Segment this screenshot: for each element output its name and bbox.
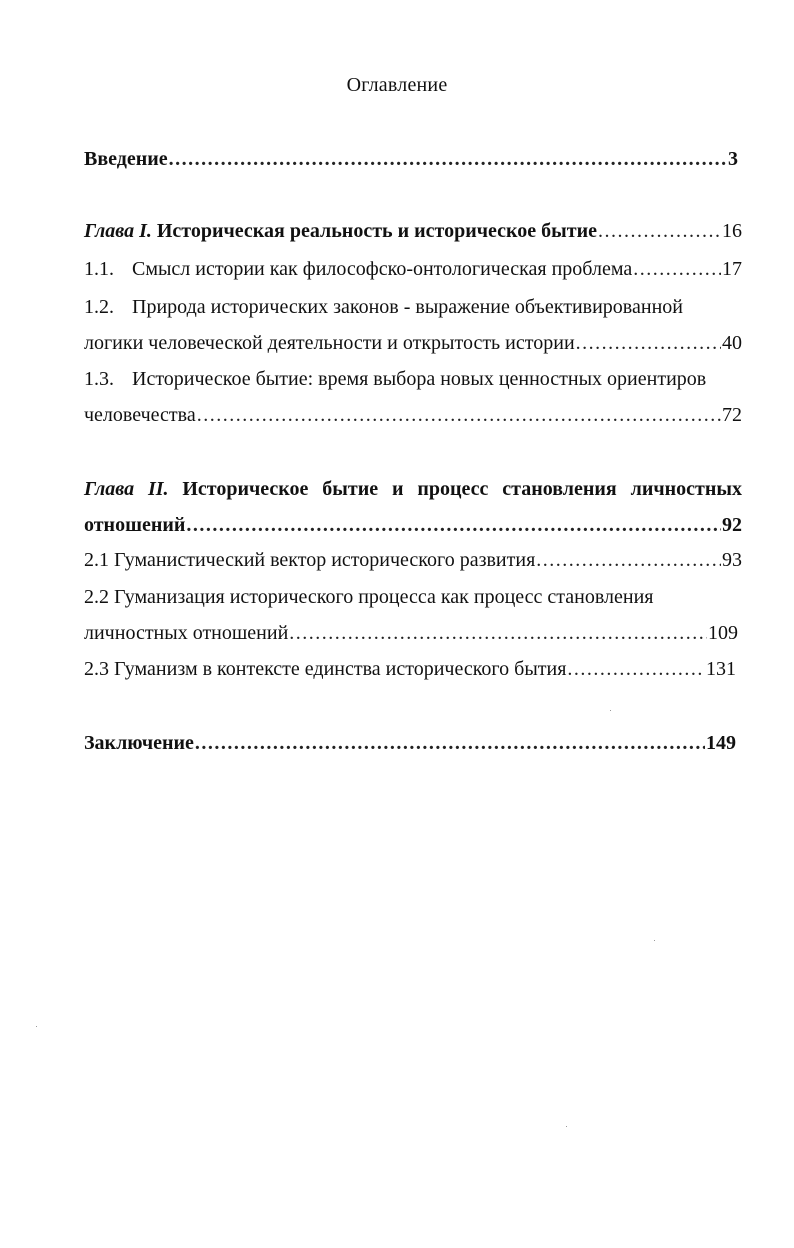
- section-title: 2.1 Гуманистический вектор исторического развития: [84, 549, 536, 571]
- toc-entry-section-1-3-line2[interactable]: [84, 402, 742, 428]
- toc-entry-section-1-3-line1[interactable]: [84, 366, 706, 392]
- toc-entry-chapter1[interactable]: [84, 218, 742, 244]
- toc-entry-section-1-2-line2[interactable]: [84, 330, 742, 356]
- section-page: 93: [722, 549, 742, 571]
- toc-intro-label: Введение: [84, 148, 168, 170]
- section-title-line2: логики человеческой деятельности и открытость истории: [84, 332, 575, 354]
- chapter2-page: 92: [722, 514, 742, 536]
- chapter2-prefix: Глава II.: [84, 478, 169, 500]
- section-title-line1: Историческое бытие: время выбора новых ценностных ориентиров: [132, 368, 707, 390]
- chapter1-prefix: Глава I.: [84, 220, 152, 242]
- toc-entry-section-2-2-line1[interactable]: [84, 584, 653, 610]
- section-title-line1: 2.2 Гуманизация исторического процесса как процесс становления: [84, 586, 654, 608]
- section-page: 40: [722, 332, 742, 354]
- chapter1-title: Историческая реальность и историческое бытие: [156, 220, 597, 242]
- leader-dots: [169, 146, 727, 172]
- section-title-line2: человечества: [84, 404, 196, 426]
- leader-dots: [567, 656, 705, 682]
- section-page: 17: [722, 258, 742, 280]
- toc-entry-section-1-1[interactable]: [84, 256, 742, 282]
- section-number: 1.3.: [84, 368, 114, 390]
- scan-speck: [36, 1026, 37, 1027]
- section-title: Смысл истории как философско-онтологическая проблема: [132, 258, 633, 280]
- section-number: 1.2.: [84, 296, 114, 318]
- toc-conclusion-label: Заключение: [84, 732, 194, 754]
- chapter2-title-line2: отношений: [84, 514, 186, 536]
- leader-dots: [197, 402, 721, 428]
- leader-dots: [536, 547, 721, 573]
- chapter1-page: 16: [722, 220, 742, 242]
- leader-dots: [576, 330, 721, 356]
- toc-entry-section-2-1[interactable]: [84, 547, 742, 573]
- toc-entry-section-2-2-line2[interactable]: [84, 620, 738, 646]
- section-number: 1.1.: [84, 258, 114, 280]
- leader-dots: [633, 256, 721, 282]
- toc-entry-section-2-3[interactable]: [84, 656, 736, 682]
- section-title: 2.3 Гуманизм в контексте единства исторического бытия: [84, 658, 567, 680]
- leader-dots: [598, 218, 721, 244]
- leader-dots: [289, 620, 707, 646]
- scan-speck: [654, 940, 655, 941]
- toc-entry-chapter2-line1[interactable]: [84, 476, 742, 502]
- toc-entry-conclusion[interactable]: [84, 730, 736, 756]
- scan-speck: [566, 1126, 567, 1127]
- section-page: 109: [708, 622, 738, 644]
- section-page: 131: [706, 658, 736, 680]
- toc-entry-intro[interactable]: [84, 146, 738, 172]
- page-title: Оглавление: [346, 74, 448, 96]
- toc-entry-section-1-2-line1[interactable]: [84, 294, 683, 320]
- leader-dots: [186, 512, 721, 538]
- toc-entry-chapter2-line2[interactable]: [84, 512, 742, 538]
- chapter2-title-line1: Историческое бытие и процесс становления личностных: [182, 478, 742, 500]
- section-title-line2: личностных отношений: [84, 622, 289, 644]
- toc-conclusion-page: 149: [706, 732, 736, 754]
- leader-dots: [195, 730, 705, 756]
- section-title-line1: Природа исторических законов - выражение объективированной: [132, 296, 683, 318]
- section-page: 72: [722, 404, 742, 426]
- scan-speck: [610, 710, 611, 711]
- toc-intro-page: 3: [728, 148, 738, 170]
